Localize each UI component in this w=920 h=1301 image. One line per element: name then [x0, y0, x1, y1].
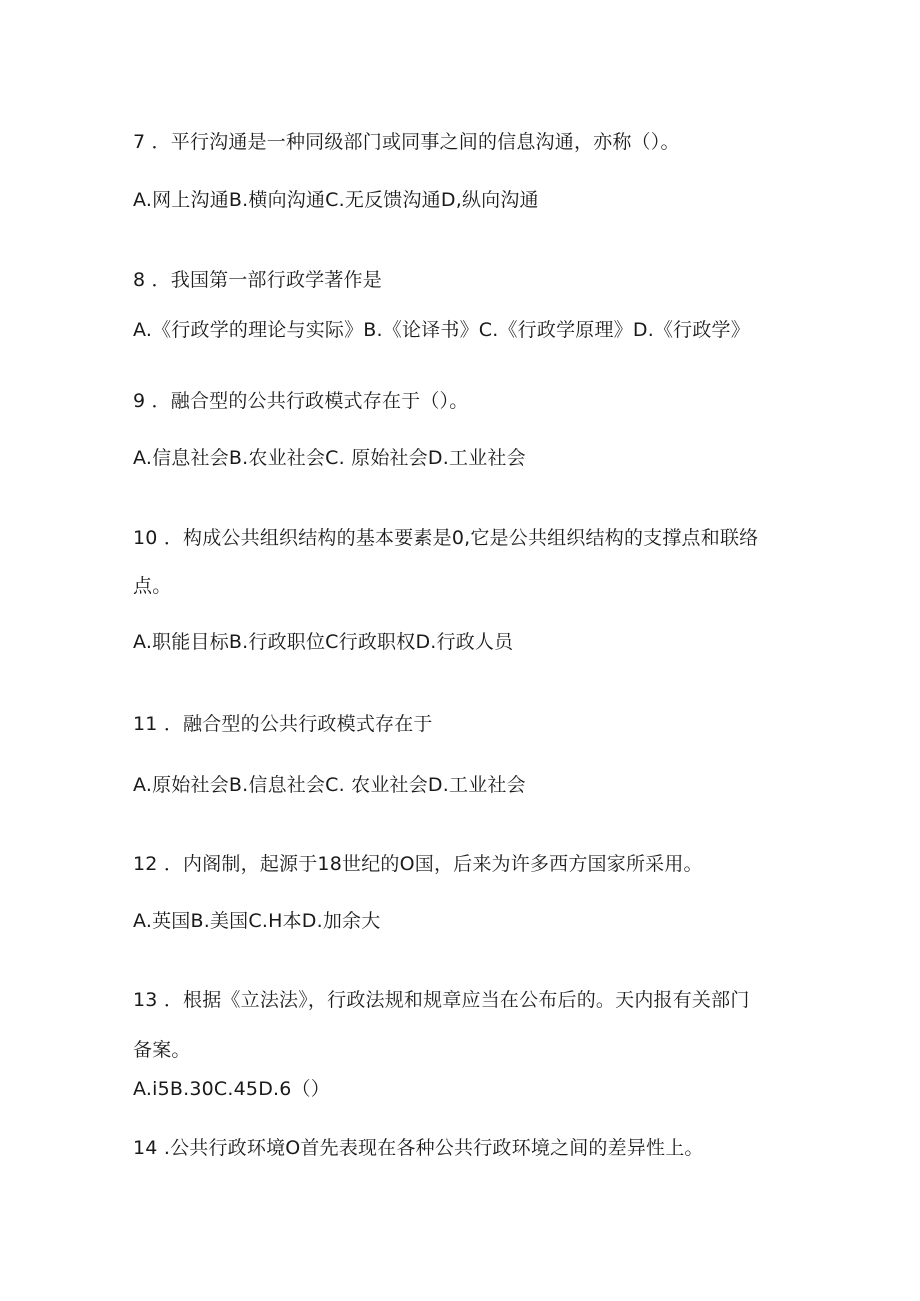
- question-number: 7: [133, 131, 146, 153]
- question-number: 13: [133, 989, 158, 1011]
- question-text: ．内阁制，起源于18世纪的O国，后来为许多西方国家所采用。: [163, 853, 703, 875]
- question-10-stem: [133, 526, 758, 550]
- question-text: ．融合型的公共行政模式存在于: [163, 713, 433, 735]
- question-text: ．根据《立法法》，行政法规和规章应当在公布后的。天内报有关部门: [163, 989, 750, 1011]
- question-number: 12: [133, 853, 158, 875]
- question-number: 9: [133, 390, 146, 412]
- question-10-options: A.职能目标B.行政职位C行政职权D.行政人员: [133, 631, 514, 653]
- question-12-options: A.英国B.美国C.H本D.加余大: [133, 910, 381, 932]
- question-7-options: A.网上沟通B.横向沟通C.无反馈沟通D,纵向沟通: [133, 189, 539, 211]
- question-12-stem: [133, 852, 703, 876]
- question-text: .公共行政环境O首先表现在各种公共行政环境之间的差异性上。: [163, 1137, 704, 1159]
- question-text: ．融合型的公共行政模式存在于（）。: [151, 390, 469, 412]
- question-text: ．我国第一部行政学著作是: [151, 269, 382, 291]
- question-number: 8: [133, 269, 146, 291]
- question-8-stem: [133, 268, 382, 292]
- question-10-stem-continued: 点。: [133, 575, 172, 597]
- question-13-stem-continued: 备案。: [133, 1039, 191, 1061]
- question-13-options: A.i5B.30C.45D.6（）: [133, 1078, 330, 1100]
- question-14-stem: [133, 1136, 704, 1160]
- question-9-stem: [133, 389, 468, 413]
- question-7-stem: [133, 130, 680, 154]
- question-9-options: A.信息社会B.农业社会C. 原始社会D.工业社会: [133, 447, 526, 469]
- question-text: ．平行沟通是一种同级部门或同事之间的信息沟通，亦称（）。: [151, 131, 680, 153]
- question-11-stem: [133, 712, 433, 736]
- question-text: ．构成公共组织结构的基本要素是0,它是公共组织结构的支撑点和联络: [163, 527, 759, 549]
- question-number: 11: [133, 713, 158, 735]
- question-8-options: A.《行政学的理论与实际》B.《论译书》C.《行政学原理》D.《行政学》: [133, 319, 750, 341]
- question-number: 14: [133, 1137, 158, 1159]
- question-number: 10: [133, 527, 158, 549]
- question-11-options: A.原始社会B.信息社会C. 农业社会D.工业社会: [133, 774, 526, 796]
- question-13-stem: [133, 988, 750, 1012]
